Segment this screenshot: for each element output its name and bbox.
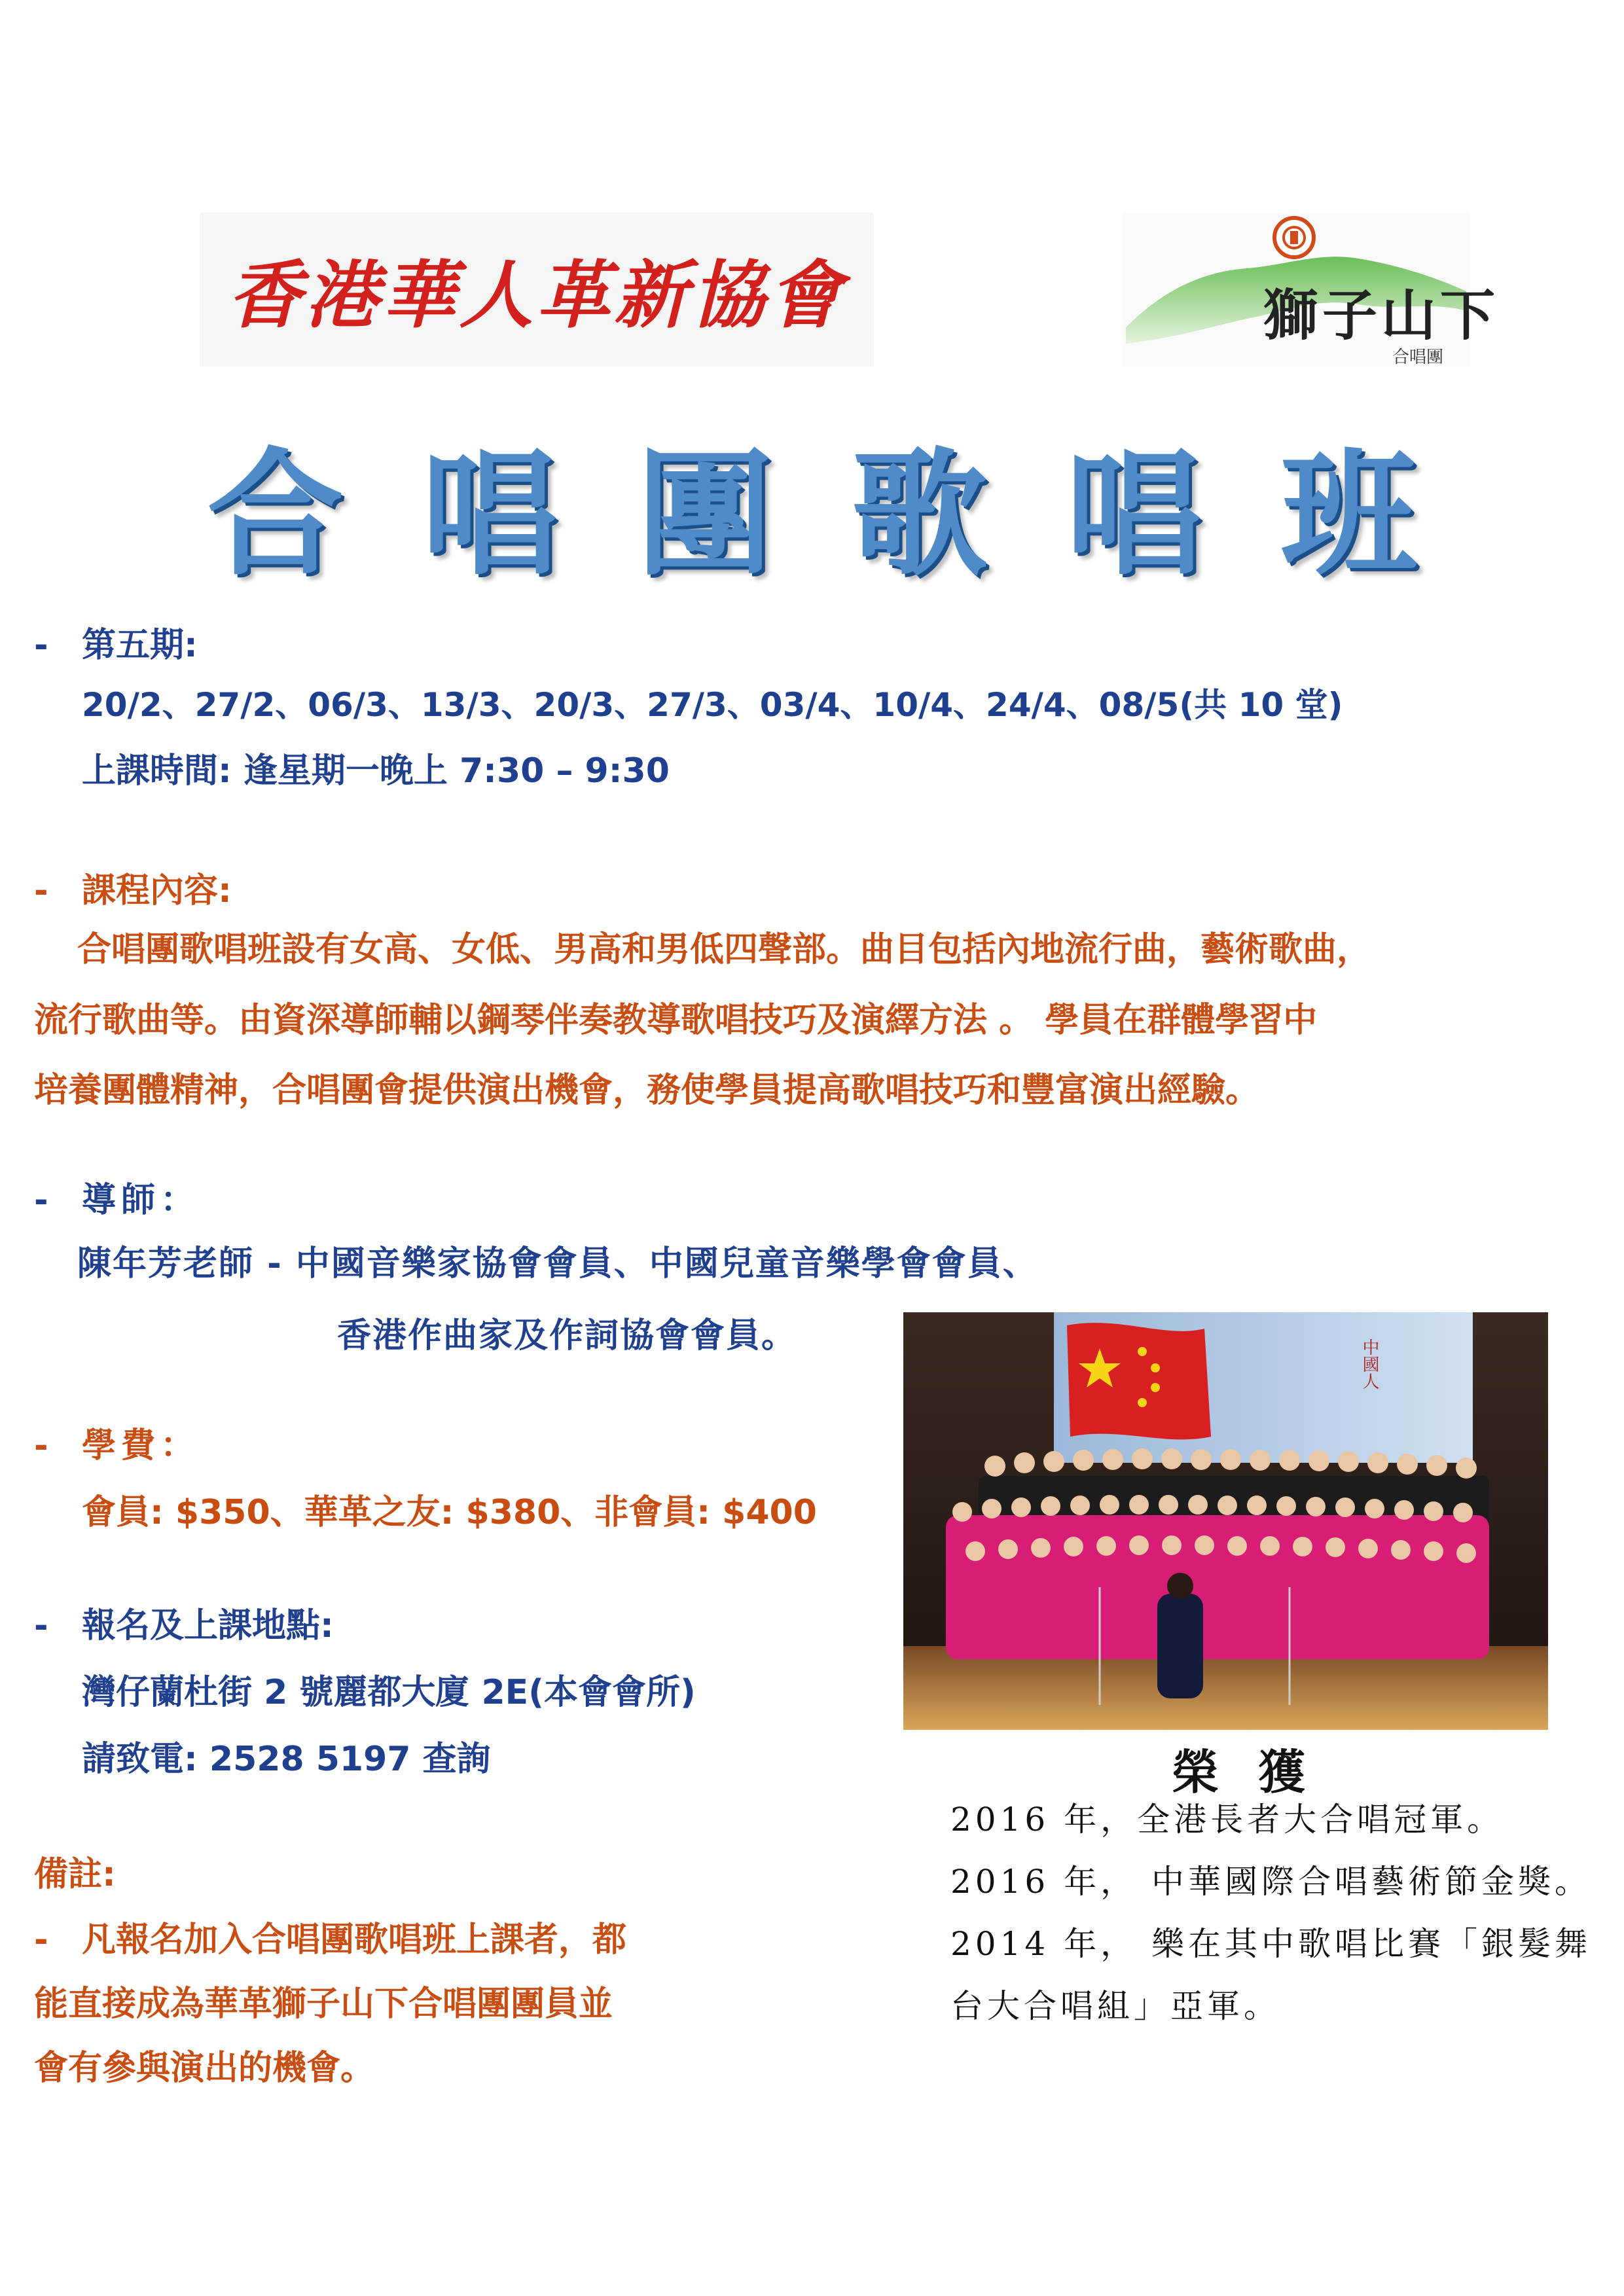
organization-logo-text: 香港華人革新協會 — [228, 253, 846, 338]
choir-performance-image — [903, 1312, 1548, 1730]
bullet-dash: - — [34, 626, 48, 665]
remarks-label: 備註: — [34, 1855, 116, 1894]
period-dates: 20/2、27/2、06/3、13/3、20/3、27/3、03/4、10/4、24/4、08/5(共 10 堂) — [82, 686, 1343, 724]
remarks-line: 會有參與演出的機會。 — [34, 2049, 375, 2088]
bullet-dash: - — [34, 871, 48, 910]
fee-value: 會員: $350、華革之友: $380、非會員: $400 — [82, 1493, 817, 1532]
choir-logo-name: 獅子山下 — [1263, 283, 1500, 348]
award-line: 2016 年， 中華國際合唱藝術節金獎。 — [950, 1863, 1592, 1901]
venue-phone: 請致電: 2528 5197 查詢 — [82, 1740, 491, 1779]
venue-label: 報名及上課地點: — [82, 1606, 334, 1645]
content-line: 合唱團歌唱班設有女高、女低、男高和男低四聲部。曲目包括內地流行曲，藝術歌曲， — [77, 930, 1371, 969]
choir-logo-subtitle: 合唱團 — [1392, 348, 1444, 367]
award-line: 2014 年， 樂在其中歌唱比賽「銀髮舞 — [950, 1925, 1592, 1963]
page-title: 合唱團歌唱班 — [207, 436, 1496, 594]
teacher-line: 陳年芳老師 - 中國音樂家協會會員、中國兒童音樂學會會員、 — [77, 1244, 1038, 1283]
fee-label: 學費： — [82, 1426, 200, 1465]
remarks-line: 凡報名加入合唱團歌唱班上課者，都 — [82, 1920, 627, 1960]
period-label: 第五期: — [82, 626, 198, 665]
class-time: 上課時間: 逢星期一晚上 7:30 – 9:30 — [82, 751, 670, 791]
teacher-line: 香港作曲家及作詞協會會員。 — [337, 1316, 797, 1355]
bullet-dash: - — [34, 1181, 48, 1220]
teacher-label: 導師： — [82, 1181, 200, 1220]
photo-banner-text: 中國人 — [1360, 1338, 1379, 1390]
award-line: 2016 年，全港長者大合唱冠軍。 — [950, 1801, 1504, 1839]
remarks-line: 能直接成為華革獅子山下合唱團團員並 — [34, 1984, 613, 2024]
organization-logo — [200, 213, 874, 367]
content-label: 課程內容: — [82, 871, 232, 910]
bullet-dash: - — [34, 1426, 48, 1465]
choir-logo — [1123, 213, 1500, 367]
venue-address: 灣仔蘭杜街 2 號麗都大廈 2E(本會會所) — [82, 1673, 696, 1712]
bullet-dash: - — [34, 1920, 48, 1960]
content-line: 流行歌曲等。由資深導師輔以鋼琴伴奏教導歌唱技巧及演繹方法 。 學員在群體學習中 — [34, 1001, 1318, 1040]
award-line: 台大合唱組」亞軍。 — [950, 1987, 1280, 2025]
choir-photo — [903, 1312, 1548, 1730]
awards-title: 榮獲 — [1172, 1744, 1345, 1800]
content-line: 培養團體精神，合唱團會提供演出機會，務使學員提高歌唱技巧和豐富演出經驗。 — [34, 1071, 1260, 1110]
bullet-dash: - — [34, 1606, 48, 1645]
